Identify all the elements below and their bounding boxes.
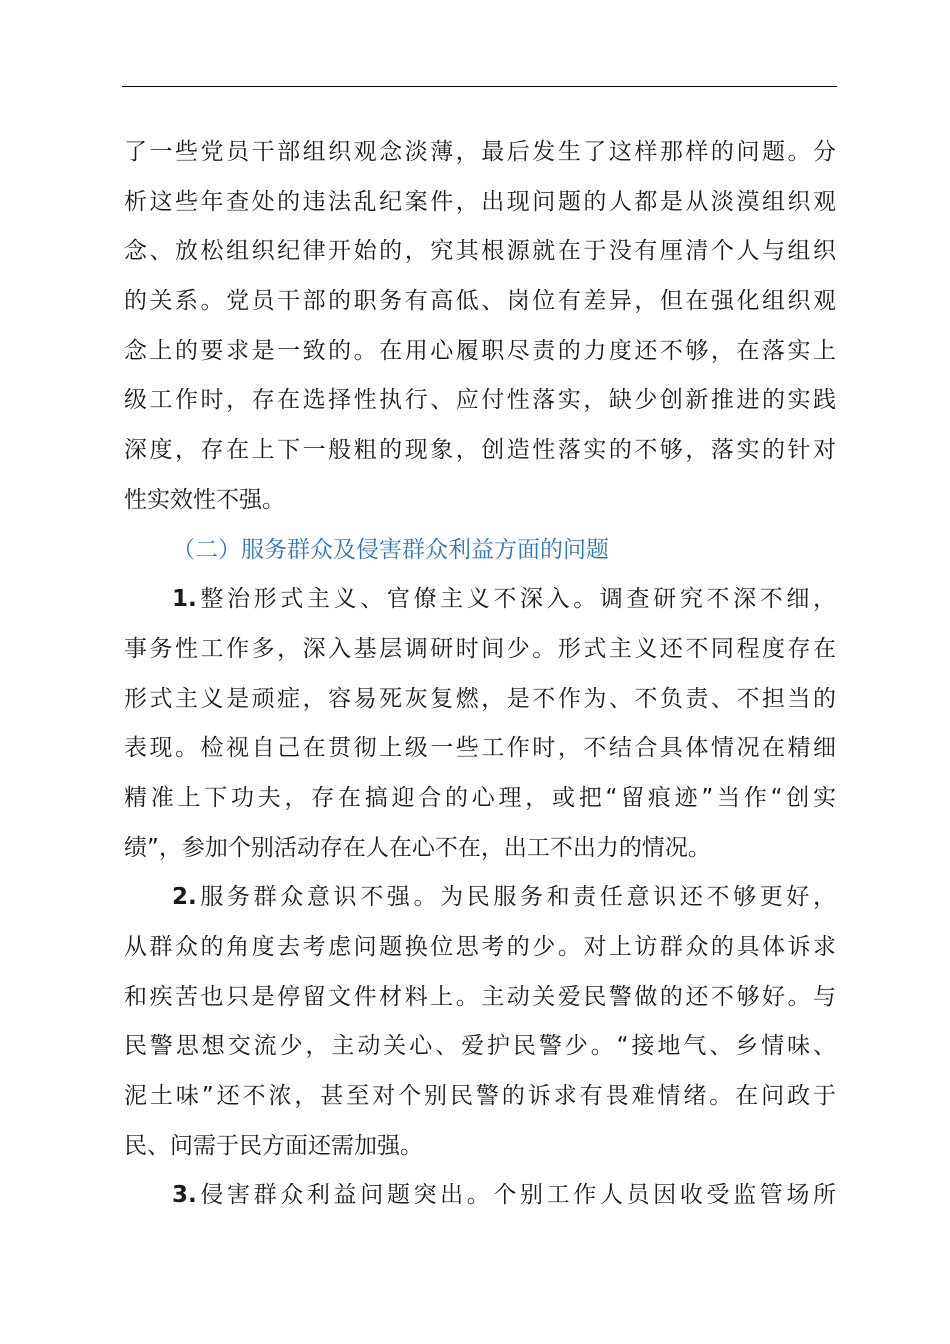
paragraph-line: 性实效性不强。 bbox=[124, 486, 285, 513]
paragraph-line: 深度，存在上下一般粗的现象，创造性落实的不够，落实的针对 bbox=[124, 437, 836, 464]
paragraph-line: 级工作时，存在选择性执行、应付性落实，缺少创新推进的实践 bbox=[124, 387, 836, 414]
item-1-first-line bbox=[124, 575, 836, 625]
paragraph-line: 的关系。党员干部的职务有高低、岗位有差异，但在强化组织观 bbox=[124, 288, 836, 315]
paragraph-line: 表现。检视自己在贯彻上级一些工作时，不结合具体情况在精细 bbox=[124, 735, 836, 762]
paragraph-line: 泥土味”还不浓，甚至对个别民警的诉求有畏难情绪。在问政于 bbox=[124, 1083, 836, 1110]
item-1-number: 1. bbox=[172, 586, 197, 613]
paragraph-line: 从群众的角度去考虑问题换位思考的少。对上访群众的具体诉求 bbox=[124, 934, 836, 960]
paragraph-line: 精准上下功夫，存在搞迎合的心理，或把“留痕迹”当作“创实 bbox=[124, 784, 836, 811]
document-body bbox=[124, 128, 836, 1221]
paragraph-line: 析这些年查处的违法乱纪案件，出现问题的人都是从淡漠组织观 bbox=[124, 188, 836, 215]
item-2-first-line bbox=[124, 873, 836, 923]
item-1-title: 整治形式主义、官僚主义不深入。调查研究不深不细， bbox=[196, 586, 836, 613]
paragraph-line: 民警思想交流少，主动关心、爱护民警少。“接地气、乡情味、 bbox=[124, 1033, 836, 1060]
paragraph-line: 形式主义是顽症，容易死灰复燃，是不作为、不负责、不担当的 bbox=[124, 685, 836, 712]
header-rule bbox=[122, 86, 837, 87]
paragraph-line: 了一些党员干部组织观念淡薄，最后发生了这样那样的问题。分 bbox=[124, 139, 836, 165]
paragraph-line: 念、放松组织纪律开始的，究其根源就在于没有厘清个人与组织 bbox=[124, 238, 836, 265]
paragraph-line: 民、问需于民方面还需加强。 bbox=[124, 1132, 423, 1159]
item-3-number: 3. bbox=[172, 1182, 197, 1209]
item-2-title: 服务群众意识不强。为民服务和责任意识还不够更好， bbox=[196, 884, 836, 911]
item-2-number: 2. bbox=[172, 884, 197, 911]
paragraph-line: 事务性工作多，深入基层调研时间少。形式主义还不同程度存在 bbox=[124, 635, 836, 662]
paragraph-line: 念上的要求是一致的。在用心履职尽责的力度还不够，在落实上 bbox=[124, 337, 836, 364]
paragraph-line: 和疾苦也只是停留文件材料上。主动关爱民警做的还不够好。与 bbox=[124, 983, 836, 1010]
item-3-first-line bbox=[124, 1171, 836, 1221]
section-heading: （二）服务群众及侵害群众利益方面的问题 bbox=[172, 536, 609, 563]
item-3-title: 侵害群众利益问题突出。个别工作人员因收受监管场所 bbox=[196, 1182, 836, 1209]
paragraph-line: 绩”，参加个别活动存在人在心不在，出工不出力的情况。 bbox=[124, 834, 711, 861]
